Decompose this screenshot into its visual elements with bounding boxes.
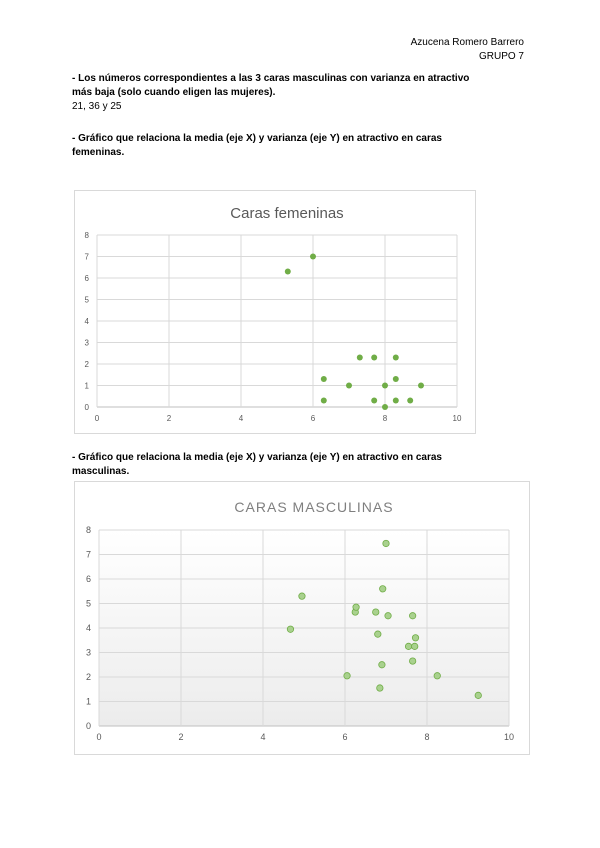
data-point [382, 404, 388, 410]
question-1 [72, 72, 469, 114]
data-point [393, 398, 399, 404]
chart-title: Caras femeninas [230, 205, 344, 222]
question-2-line-1: - Gráfico que relaciona la media (eje X) y varianza (eje Y) en atractivo en caras [72, 133, 442, 144]
data-point [377, 685, 383, 691]
author-name: Azucena Romero Barrero [410, 37, 524, 48]
x-tick-label: 10 [452, 414, 462, 423]
data-point [475, 692, 481, 698]
question-3 [72, 451, 442, 479]
data-point [373, 609, 379, 615]
data-point [344, 673, 350, 679]
question-2-line-2: femeninas. [72, 147, 125, 158]
data-point [385, 613, 391, 619]
y-tick-label: 2 [84, 360, 89, 369]
chart-female [75, 191, 475, 433]
document-header [411, 36, 524, 64]
y-tick-label: 8 [84, 231, 89, 240]
y-tick-label: 0 [85, 721, 91, 731]
data-point [371, 398, 377, 404]
y-tick-label: 7 [85, 549, 91, 560]
data-point [409, 658, 415, 664]
y-tick-label: 5 [84, 295, 89, 305]
y-tick-label: 3 [85, 647, 91, 658]
x-tick-label: 6 [310, 414, 316, 423]
chart-female-container [74, 190, 476, 434]
data-point [405, 643, 411, 649]
chart-male-container [74, 481, 530, 755]
group-label: GRUPO 7 [478, 51, 524, 62]
y-tick-label: 6 [85, 574, 91, 584]
x-tick-label: 0 [94, 414, 100, 423]
y-tick-label: 7 [84, 252, 89, 262]
y-tick-label: 1 [84, 381, 89, 391]
question-1-answer: 21, 36 y 25 [72, 101, 122, 112]
x-tick-label: 6 [342, 732, 348, 742]
y-tick-label: 4 [84, 317, 89, 326]
data-point [346, 383, 352, 389]
data-point [285, 269, 291, 275]
data-point [310, 254, 316, 260]
x-tick-label: 8 [424, 732, 430, 742]
data-point [412, 635, 418, 641]
question-1-line-2: más baja (solo cuando eligen las mujeres). [72, 87, 276, 98]
x-tick-label: 0 [96, 732, 102, 742]
data-point [375, 631, 381, 637]
data-point [380, 586, 386, 592]
y-tick-label: 0 [84, 403, 89, 412]
data-point [418, 383, 424, 389]
question-3-line-1: - Gráfico que relaciona la media (eje X) y varianza (eje Y) en atractivo en caras [72, 452, 442, 463]
x-tick-label: 4 [260, 732, 266, 742]
data-point [407, 398, 413, 404]
data-point [412, 643, 418, 649]
data-point [379, 662, 385, 668]
x-tick-label: 10 [503, 732, 515, 742]
question-1-line-1: - Los números correspondientes a las 3 caras masculinas con varianza en atractivo [72, 73, 470, 84]
data-point [299, 593, 305, 599]
question-3-line-2: masculinas. [72, 466, 130, 477]
chart-title: CARAS MASCULINAS [234, 499, 394, 515]
data-point [357, 355, 363, 361]
x-tick-label: 2 [166, 414, 172, 423]
question-2 [72, 132, 442, 160]
data-point [434, 673, 440, 679]
data-point [371, 355, 377, 361]
data-point [382, 383, 388, 389]
data-point [353, 604, 359, 610]
x-tick-label: 4 [238, 414, 244, 423]
y-tick-label: 6 [84, 274, 89, 283]
data-point [409, 613, 415, 619]
data-point [393, 376, 399, 382]
data-point [321, 376, 327, 382]
y-tick-label: 3 [84, 338, 89, 348]
data-point [287, 626, 293, 632]
data-point [321, 398, 327, 404]
y-tick-label: 5 [85, 598, 91, 609]
y-tick-label: 1 [85, 696, 91, 707]
y-tick-label: 8 [85, 525, 91, 535]
data-point [383, 540, 389, 546]
y-tick-label: 4 [85, 623, 91, 633]
x-tick-label: 2 [178, 732, 184, 742]
chart-male [75, 482, 529, 754]
x-tick-label: 8 [382, 414, 388, 423]
data-point [393, 355, 399, 361]
y-tick-label: 2 [85, 672, 91, 682]
